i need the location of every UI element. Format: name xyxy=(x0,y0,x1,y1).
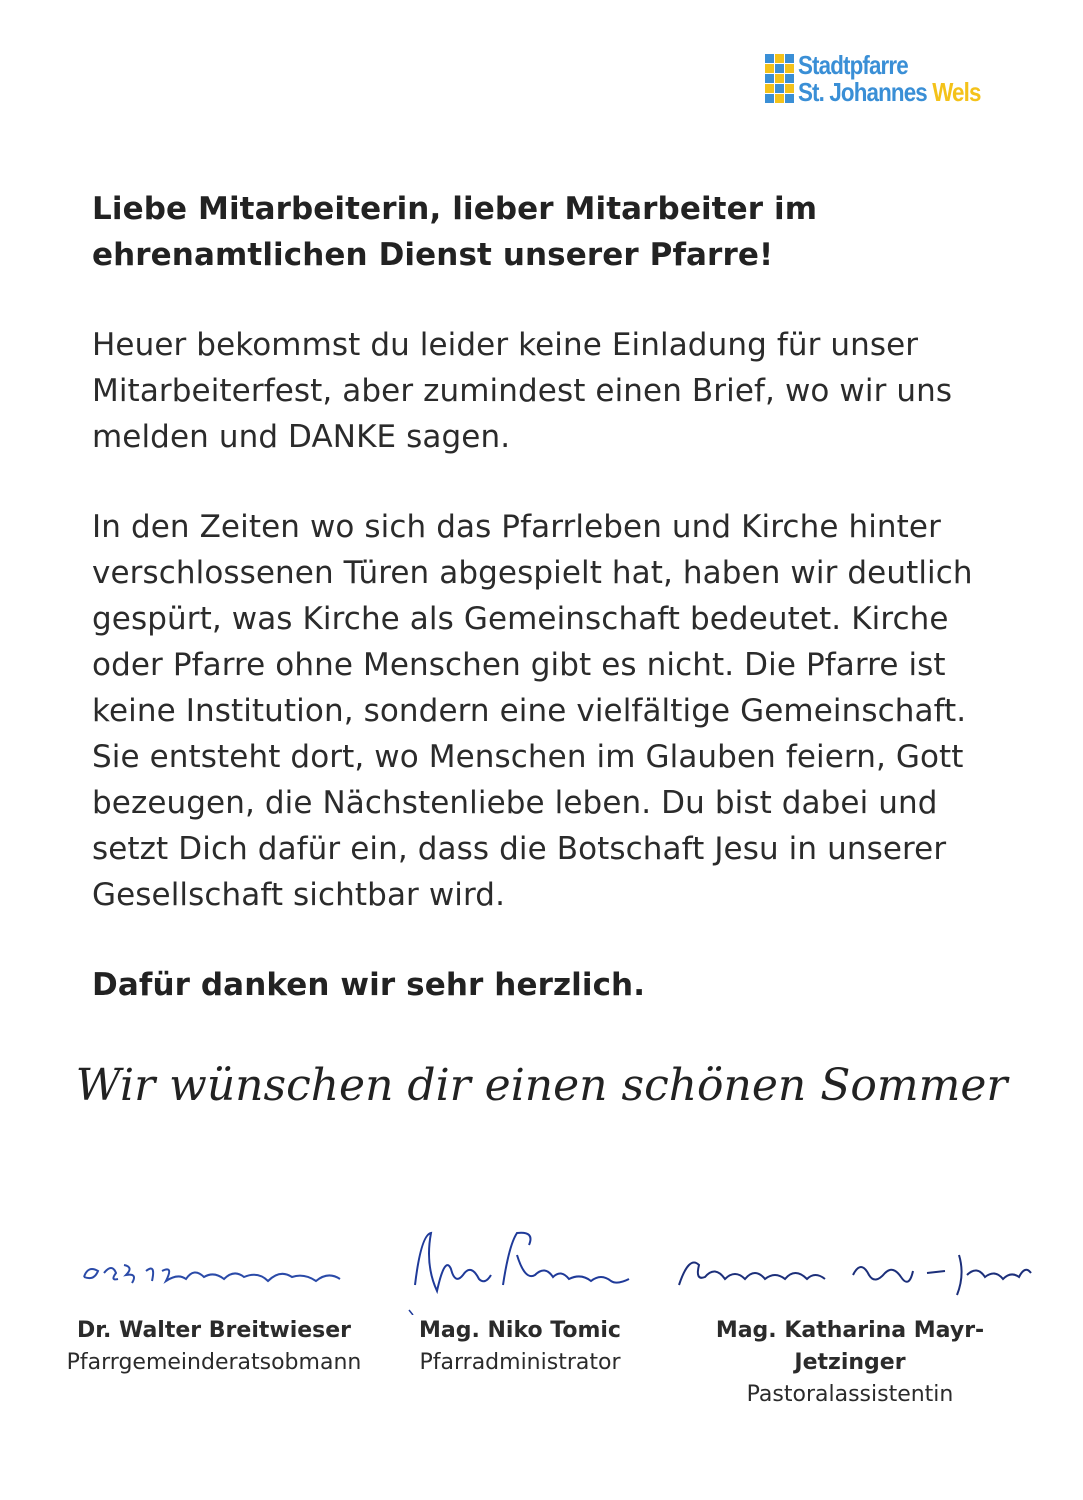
signatory-name: Mag. Katharina Mayr-Jetzinger xyxy=(715,1318,985,1375)
logo-mark-icon xyxy=(765,54,795,108)
letter-paragraph-2: In den Zeiten wo sich das Pfarrleben und Kirche hinter verschlossenen Türen abgespielt hat, haben wir deutlich gespürt, was Kirche als Gemeinschaft bedeutet. Kirche oder Pfarre ohne Menschen gibt es nicht. Die Pfarre ist keine Institution, sondern eine vielfältige Gemeinschaft. Sie entsteht dort, wo Menschen im Glauben feiern, Gott bezeugen, die Nächstenliebe leben. Du bist dabei und setzt Dich dafür ein, dass die Botschaft Jesu in unserer Gesellschaft sichtbar wird. xyxy=(92,509,973,913)
logo-text xyxy=(798,52,981,106)
signatory-2 xyxy=(385,1215,655,1379)
signatory-role: Pfarrgemeinderatsobmann xyxy=(66,1350,362,1375)
parish-logo xyxy=(765,52,1065,112)
closing-wish: Wir wünschen dir einen schönen Sommer xyxy=(75,1060,1008,1111)
letter-paragraph-1: Heuer bekommst du leider keine Einladung für unser Mitarbeiterfest, aber zumindest einen Brief, wo wir uns melden und DANKE sagen. xyxy=(92,327,953,455)
signatory-role: Pfarradministrator xyxy=(419,1350,621,1375)
signature-image xyxy=(385,1215,655,1315)
letter-body xyxy=(92,186,1012,1008)
logo-line2-main: St. Johannes xyxy=(798,77,927,107)
signatory-role: Pastoralassistentin xyxy=(746,1382,954,1407)
letter-thanks: Dafür danken wir sehr herzlich. xyxy=(92,967,646,1003)
signatory-name: Dr. Walter Breitwieser xyxy=(76,1318,352,1343)
signature-image xyxy=(54,1215,374,1315)
logo-line2-accent: Wels xyxy=(932,77,981,107)
letter-greeting: Liebe Mitarbeiterin, lieber Mitarbeiter im ehrenamtlichen Dienst unserer Pfarre! xyxy=(92,191,818,273)
signatory-1 xyxy=(54,1215,374,1379)
signatory-name: Mag. Niko Tomic xyxy=(419,1318,621,1343)
signature-image xyxy=(665,1215,1035,1315)
logo-line1: Stadtpfarre xyxy=(798,50,908,80)
logo-line2 xyxy=(798,79,981,106)
signatory-3 xyxy=(665,1215,1035,1411)
